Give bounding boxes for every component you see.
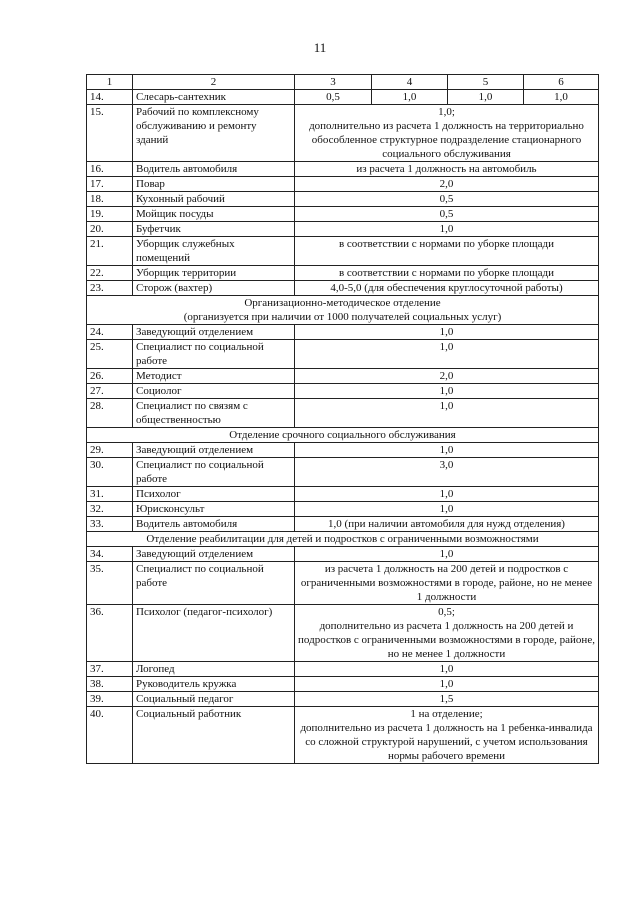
- staff-norm: 1,0: [295, 325, 599, 340]
- column-header: 5: [448, 75, 524, 90]
- position-name: Методист: [133, 369, 295, 384]
- table-row: [87, 547, 599, 562]
- position-name: Психолог (педагог-психолог): [133, 605, 295, 662]
- position-name: Заведующий отделением: [133, 547, 295, 562]
- table-row: [87, 487, 599, 502]
- staff-norm: 1,0: [295, 502, 599, 517]
- column-header: 1: [87, 75, 133, 90]
- position-name: Психолог: [133, 487, 295, 502]
- row-number: 37.: [87, 662, 133, 677]
- row-number: 19.: [87, 207, 133, 222]
- table-row: [87, 443, 599, 458]
- position-name: Водитель автомобиля: [133, 517, 295, 532]
- table-row: [87, 162, 599, 177]
- staff-norm: 1,0 (при наличии автомобиля для нужд отделения): [295, 517, 599, 532]
- staff-norm: 0,5: [295, 207, 599, 222]
- row-number: 21.: [87, 237, 133, 266]
- row-number: 23.: [87, 281, 133, 296]
- row-number: 38.: [87, 677, 133, 692]
- staff-norm: 1,0: [295, 443, 599, 458]
- staff-norm: в соответствии с нормами по уборке площади: [295, 237, 599, 266]
- table-row: [87, 562, 599, 605]
- table-row: [87, 502, 599, 517]
- row-number: 15.: [87, 105, 133, 162]
- position-name: Специалист по связям с общественностью: [133, 399, 295, 428]
- staff-norm: 1,0: [295, 340, 599, 369]
- table-row: [87, 517, 599, 532]
- staff-norm: 2,0: [295, 177, 599, 192]
- position-name: Руководитель кружка: [133, 677, 295, 692]
- section-title: Отделение реабилитации для детей и подростков с ограниченными возможностями: [87, 532, 599, 547]
- row-number: 20.: [87, 222, 133, 237]
- row-number: 24.: [87, 325, 133, 340]
- staff-norm: из расчета 1 должность на автомобиль: [295, 162, 599, 177]
- row-number: 18.: [87, 192, 133, 207]
- row-number: 29.: [87, 443, 133, 458]
- row-number: 28.: [87, 399, 133, 428]
- table-row: [87, 458, 599, 487]
- position-name: Логопед: [133, 662, 295, 677]
- row-number: 25.: [87, 340, 133, 369]
- staff-value: 1,0: [448, 90, 524, 105]
- table-row: [87, 399, 599, 428]
- table-row: [87, 692, 599, 707]
- staff-norm: 1,0; дополнительно из расчета 1 должность на территориально обособленное структурное подразделение стационарного социального обслуживания: [295, 105, 599, 162]
- section-title: Отделение срочного социального обслуживания: [87, 428, 599, 443]
- row-number: 40.: [87, 707, 133, 764]
- table-row: [87, 177, 599, 192]
- position-name: Буфетчик: [133, 222, 295, 237]
- table-row: [87, 237, 599, 266]
- row-number: 32.: [87, 502, 133, 517]
- position-name: Повар: [133, 177, 295, 192]
- staff-norm: из расчета 1 должность на 200 детей и подростков с ограниченными возможностями в городе, районе, но не менее 1 должности: [295, 562, 599, 605]
- table-row: [87, 266, 599, 281]
- row-number: 36.: [87, 605, 133, 662]
- row-number: 17.: [87, 177, 133, 192]
- staffing-table: [86, 74, 599, 764]
- row-number: 31.: [87, 487, 133, 502]
- section-title: Организационно-методическое отделение (организуется при наличии от 1000 получателей социальных услуг): [87, 296, 599, 325]
- staff-norm: 3,0: [295, 458, 599, 487]
- column-header: 4: [372, 75, 448, 90]
- table-row: [87, 207, 599, 222]
- position-name: Специалист по социальной работе: [133, 458, 295, 487]
- table-row: [87, 707, 599, 764]
- staff-norm: 0,5: [295, 192, 599, 207]
- row-number: 34.: [87, 547, 133, 562]
- staff-norm: 1,0: [295, 487, 599, 502]
- table-row: [87, 369, 599, 384]
- table-row: [87, 340, 599, 369]
- row-number: 30.: [87, 458, 133, 487]
- position-name: Социолог: [133, 384, 295, 399]
- staff-norm: 1,0: [295, 399, 599, 428]
- staff-value: 0,5: [295, 90, 372, 105]
- staff-norm: 1 на отделение; дополнительно из расчета 1 должность на 1 ребенка-инвалида со сложной структурой нарушений, с учетом использования нормы рабочего времени: [295, 707, 599, 764]
- table-row: [87, 384, 599, 399]
- table-row: [87, 605, 599, 662]
- header-row: [87, 75, 599, 90]
- position-name: Рабочий по комплексному обслуживанию и ремонту зданий: [133, 105, 295, 162]
- row-number: 14.: [87, 90, 133, 105]
- position-name: Социальный работник: [133, 707, 295, 764]
- table-row: [87, 222, 599, 237]
- position-name: Уборщик территории: [133, 266, 295, 281]
- column-header: 6: [524, 75, 599, 90]
- position-name: Слесарь-сантехник: [133, 90, 295, 105]
- row-number: 35.: [87, 562, 133, 605]
- staff-norm: 0,5; дополнительно из расчета 1 должность на 200 детей и подростков с ограниченными возможностями в городе, районе, но не менее 1 должности: [295, 605, 599, 662]
- row-number: 22.: [87, 266, 133, 281]
- staff-norm: 1,0: [295, 662, 599, 677]
- staff-norm: 4,0-5,0 (для обеспечения круглосуточной работы): [295, 281, 599, 296]
- column-header: 3: [295, 75, 372, 90]
- section-row: [87, 428, 599, 443]
- staff-value: 1,0: [524, 90, 599, 105]
- table-row: [87, 105, 599, 162]
- position-name: Уборщик служебных помещений: [133, 237, 295, 266]
- table-row: [87, 281, 599, 296]
- row-number: 26.: [87, 369, 133, 384]
- staff-value: 1,0: [372, 90, 448, 105]
- staff-norm: в соответствии с нормами по уборке площади: [295, 266, 599, 281]
- staff-norm: 1,5: [295, 692, 599, 707]
- section-row: [87, 296, 599, 325]
- row-number: 16.: [87, 162, 133, 177]
- position-name: Заведующий отделением: [133, 443, 295, 458]
- position-name: Кухонный рабочий: [133, 192, 295, 207]
- staff-norm: 1,0: [295, 384, 599, 399]
- table-row: [87, 677, 599, 692]
- position-name: Специалист по социальной работе: [133, 562, 295, 605]
- row-number: 33.: [87, 517, 133, 532]
- position-name: Специалист по социальной работе: [133, 340, 295, 369]
- row-number: 39.: [87, 692, 133, 707]
- table-row: [87, 325, 599, 340]
- table-row: [87, 90, 599, 105]
- position-name: Сторож (вахтер): [133, 281, 295, 296]
- position-name: Заведующий отделением: [133, 325, 295, 340]
- position-name: Социальный педагог: [133, 692, 295, 707]
- position-name: Мойщик посуды: [133, 207, 295, 222]
- staff-norm: 1,0: [295, 677, 599, 692]
- page-number: 11: [313, 40, 327, 55]
- position-name: Водитель автомобиля: [133, 162, 295, 177]
- position-name: Юрисконсульт: [133, 502, 295, 517]
- section-row: [87, 532, 599, 547]
- row-number: 27.: [87, 384, 133, 399]
- staff-norm: 2,0: [295, 369, 599, 384]
- staff-norm: 1,0: [295, 222, 599, 237]
- table-row: [87, 192, 599, 207]
- staff-norm: 1,0: [295, 547, 599, 562]
- column-header: 2: [133, 75, 295, 90]
- table-row: [87, 662, 599, 677]
